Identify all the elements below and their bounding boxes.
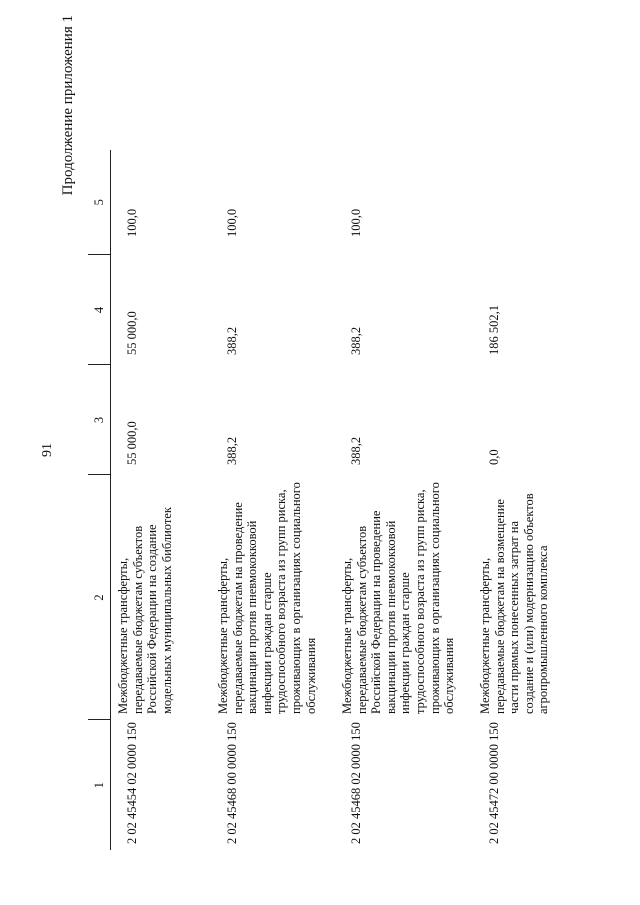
column-header-4: 4 — [88, 255, 111, 365]
row-code: 2 02 45472 00 0000 150 — [487, 722, 501, 844]
row-value-col3: 388,2 — [349, 436, 363, 465]
column-header-2: 2 — [88, 475, 111, 720]
appendix-continuation-note: Продолжение приложения 1 — [60, 15, 76, 196]
row-value-col4: 186 502,1 — [487, 305, 501, 355]
row-code: 2 02 45468 00 0000 150 — [225, 722, 239, 844]
page-number: 91 — [40, 443, 55, 457]
row-value-col3: 55 000,0 — [125, 421, 139, 465]
table-row — [111, 150, 212, 850]
row-code: 2 02 45454 02 0000 150 — [125, 722, 139, 844]
row-value-col4: 388,2 — [349, 326, 363, 355]
row-value-col5: 100,0 — [125, 208, 139, 237]
row-value-col5: 100,0 — [225, 208, 239, 237]
table-row — [473, 150, 597, 850]
row-name: Межбюджетные трансферты, передаваемые бюджетам субъектов Российской Федерации на создание модельных муниципальных библиотек — [116, 507, 174, 714]
column-header-3: 3 — [88, 365, 111, 475]
row-value-col5 — [473, 150, 597, 255]
column-header-5: 5 — [88, 150, 111, 255]
row-code: 2 02 45468 02 0000 150 — [349, 722, 363, 844]
table-row — [211, 150, 335, 850]
row-value-col3: 0,0 — [487, 449, 501, 465]
row-name: Межбюджетные трансферты, передаваемые бюджетам на проведение вакцинации против пневмококковой инфекции граждан старше трудоспособного возраста из групп риска, проживающих в организациях социального обслуживания — [216, 482, 318, 714]
table-row — [335, 150, 473, 850]
row-value-col4: 388,2 — [225, 326, 239, 355]
table-header-row — [88, 150, 111, 850]
row-value-col3: 388,2 — [225, 436, 239, 465]
row-name: Межбюджетные трансферты, передаваемые бюджетам субъектов Российской Федерации на проведение вакцинации против пневмококковой инфекции граждан старше трудоспособного возраста из групп риска, проживающих в организациях социального обслуживания — [340, 482, 457, 714]
row-value-col5: 100,0 — [349, 208, 363, 237]
budget-table — [88, 150, 597, 850]
column-header-1: 1 — [88, 720, 111, 850]
row-name: Межбюджетные трансферты, передаваемые бюджетам на возмещение части прямых понесенных затрат на создание и (или) модернизацию объектов агропромышленного комплекса — [478, 493, 551, 714]
row-value-col4: 55 000,0 — [125, 311, 139, 355]
